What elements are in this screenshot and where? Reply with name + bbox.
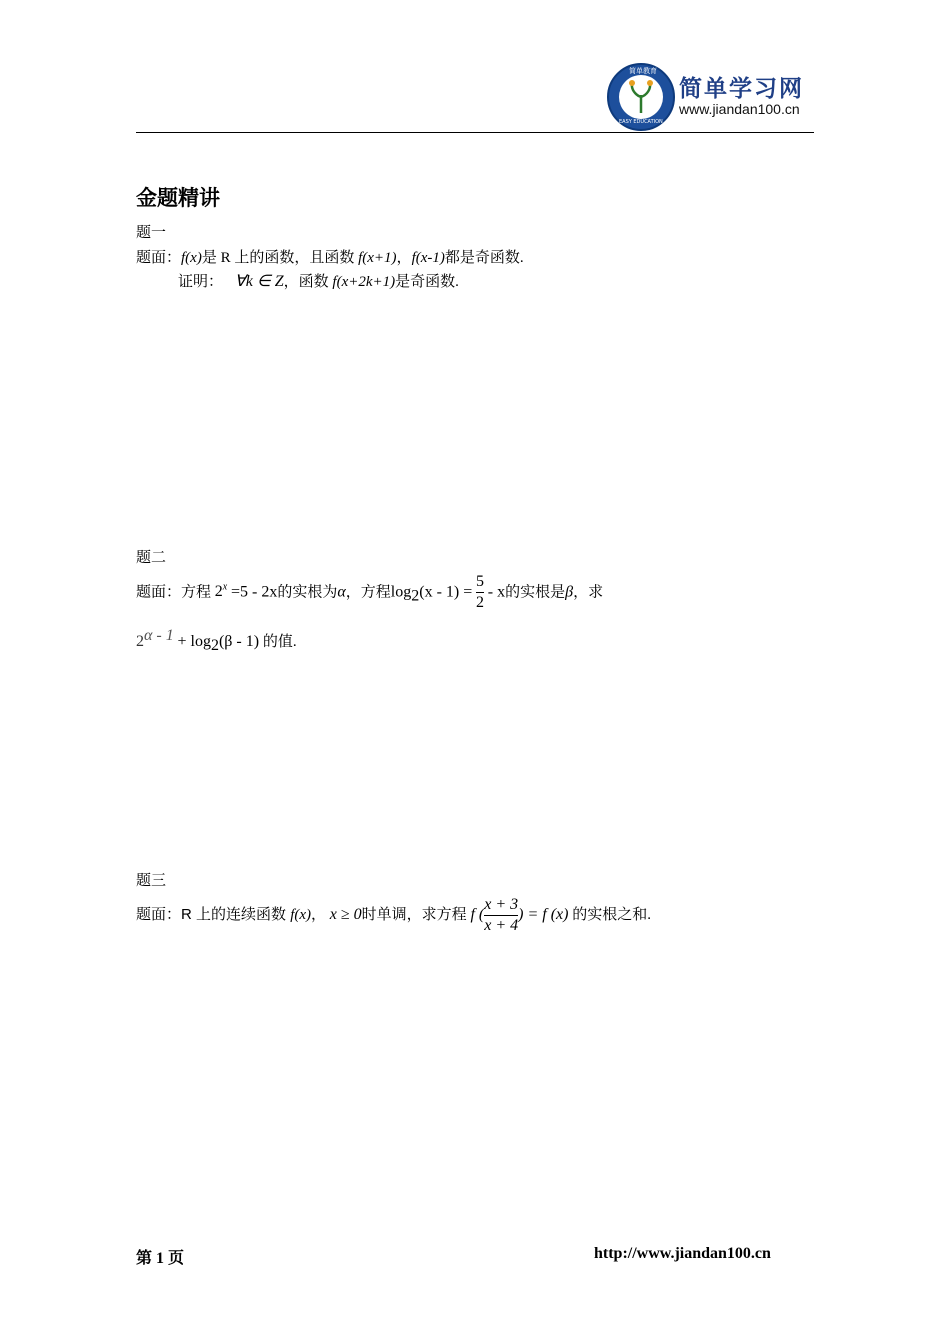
brand-logo bbox=[607, 63, 675, 131]
q1-statement bbox=[136, 246, 524, 267]
q1-fx: f(x) bbox=[181, 250, 202, 266]
q3-fraction bbox=[484, 895, 518, 936]
q2-frac-num: 5 bbox=[476, 573, 484, 591]
brand-name: 简单学习网 bbox=[679, 76, 804, 102]
q2-title: 题二 bbox=[136, 550, 167, 566]
q2-text-4: 的实根是 bbox=[505, 584, 566, 601]
q1-fx1: f(x+1) bbox=[358, 250, 397, 266]
q2-expr-arg: (β - 1) bbox=[218, 633, 260, 650]
q2-log-arg: (x - 1) = bbox=[419, 583, 473, 601]
q1-proof-text-a: ，函数 bbox=[283, 274, 333, 290]
q1-fxm1: f(x-1) bbox=[411, 250, 445, 266]
q2-expression-line bbox=[136, 627, 297, 655]
q2-text-5: ，求 bbox=[573, 584, 604, 601]
q1-text-c: 都是奇函数. bbox=[444, 250, 524, 266]
q2-text-6: 的值. bbox=[262, 634, 297, 650]
q3-f-open: f ( bbox=[470, 906, 485, 923]
section-title: 金题精讲 bbox=[136, 186, 220, 210]
q1-label: 题面： bbox=[136, 250, 182, 266]
footer-url[interactable]: http://www.jiandan100.cn bbox=[594, 1245, 771, 1262]
q3-label: 题面： bbox=[136, 907, 182, 923]
q2-label: 题面： bbox=[136, 584, 182, 601]
q2-expr-base2: 2 bbox=[210, 637, 219, 654]
q2-minus-x: - x bbox=[487, 583, 506, 601]
q2-beta: β bbox=[565, 583, 574, 601]
q2-expr-rest: + log bbox=[177, 633, 211, 650]
q3-title: 题三 bbox=[136, 873, 167, 889]
logo-ring-top-text: 简单教育 bbox=[629, 67, 657, 75]
q1-proof-label: 证明： bbox=[178, 274, 224, 290]
sprout-icon bbox=[619, 75, 663, 119]
header-rule bbox=[136, 132, 814, 133]
brand-url: www.jiandan100.cn bbox=[679, 101, 800, 117]
q2-alpha: α bbox=[337, 583, 346, 601]
q1-proof-text-b: 是奇函数. bbox=[395, 274, 459, 290]
q2-statement: 题面：方程 2$^x$ =5 - 2x的实根为α，方程$\log_2(x - 1)$ = $\frac{5}{2}$ - x的实根是β，求 bbox=[136, 573, 604, 612]
q2-text-2: 的实根为 bbox=[277, 584, 338, 601]
q3-cond: x ≥ 0 bbox=[329, 906, 362, 923]
q2-log-base: 2 bbox=[411, 587, 420, 605]
q2-frac-den: 2 bbox=[476, 594, 484, 612]
q3-fx: f(x) bbox=[290, 907, 312, 923]
q3-text-3: 时单调，求方程 bbox=[361, 907, 467, 923]
q2-log: log bbox=[390, 583, 412, 601]
q3-text-1: R 上的连续函数 bbox=[181, 906, 291, 923]
footer-page-number: 第 1 页 bbox=[136, 1250, 185, 1267]
logo-ring-bottom-text: EASY EDUCATION bbox=[619, 119, 663, 125]
q3-statement bbox=[136, 893, 651, 937]
q2-eq1: =5 - 2x bbox=[230, 583, 278, 601]
q3-text-2: ， bbox=[311, 907, 327, 923]
q2-expr-base: 2 bbox=[136, 633, 144, 650]
q1-proof bbox=[178, 270, 459, 291]
q3-frac-num: x + 3 bbox=[484, 896, 519, 914]
q1-forall: ∀k ∈ Z bbox=[234, 273, 284, 290]
q3-f-close: ) = f (x) bbox=[518, 906, 569, 923]
q3-text-4: 的实根之和. bbox=[572, 907, 651, 923]
q2-text-1: 方程 bbox=[181, 584, 212, 601]
q3-frac-den: x + 4 bbox=[484, 917, 519, 935]
q1-text-a: 是 R 上的函数，且函数 bbox=[201, 250, 359, 266]
q2-expr-exp: α - 1 bbox=[144, 627, 174, 644]
q2-fraction bbox=[476, 572, 484, 613]
q1-title: 题一 bbox=[136, 225, 167, 241]
q2-text-3: ，方程 bbox=[345, 584, 391, 601]
q1-text-b: ， bbox=[396, 250, 412, 266]
logo-inner bbox=[619, 75, 663, 119]
q1-proof-expr: f(x+2k+1) bbox=[332, 274, 396, 290]
